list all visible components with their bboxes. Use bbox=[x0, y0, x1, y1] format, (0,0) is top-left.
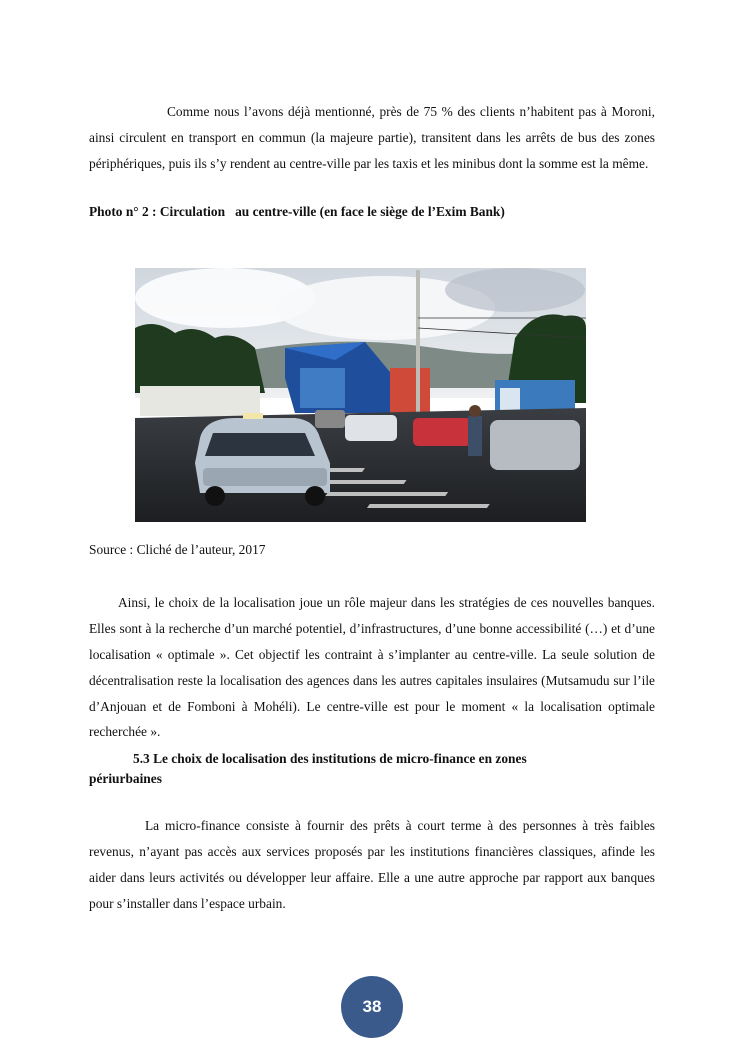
page-number-badge: 38 bbox=[341, 976, 403, 1038]
intro-paragraph: Comme nous l’avons déjà mentionné, près de 75 % des clients n’habitent pas à Moroni, ainsi circulent en transport en commun (la majeure partie), transitent dans les arrêts de bus des zones périphériques, puis ils s’y rendent au centre-ville par les taxis et les minibus dont la somme est la même. bbox=[89, 104, 655, 171]
section-heading-line2: périurbaines bbox=[89, 771, 162, 786]
body-paragraph: Ainsi, le choix de la localisation joue un rôle majeur dans les stratégies de ces nouvelles banques. Elles sont à la recherche d’un marché potentiel, d’infrastructures, d’une bonne accessibilité (…) et d’une localisation « optimale ». Cet objectif les contraint à s’implanter au centre-ville. La seule solution de décentralisation reste la localisation des agences dans les autres capitales insulaires (Mutsamudu sur l’ile d’Anjouan et de Fomboni à Mohéli). Le centre-ville est pour le moment « la localisation optimale recherchée ». bbox=[89, 595, 655, 740]
photo-caption: Photo n° 2 : Circulation au centre-ville (en face le siège de l’Exim Bank) bbox=[89, 204, 505, 219]
photo-source: Source : Cliché de l’auteur, 2017 bbox=[89, 542, 266, 557]
section-heading bbox=[89, 749, 655, 789]
body-paragraph-microfinance: La micro-finance consiste à fournir des prêts à court terme à des personnes à très faibles revenus, n’ayant pas accès aux services proposés par les institutions financières classiques, afinde les aider dans leurs activités ou développer leur affaire. Elle a une autre approche par rapport aux banques pour s’installer dans l’espace urbain. bbox=[89, 818, 655, 911]
section-heading-line1: 5.3 Le choix de localisation des institutions de micro-finance en zones bbox=[133, 751, 527, 766]
street-photo bbox=[135, 268, 586, 522]
